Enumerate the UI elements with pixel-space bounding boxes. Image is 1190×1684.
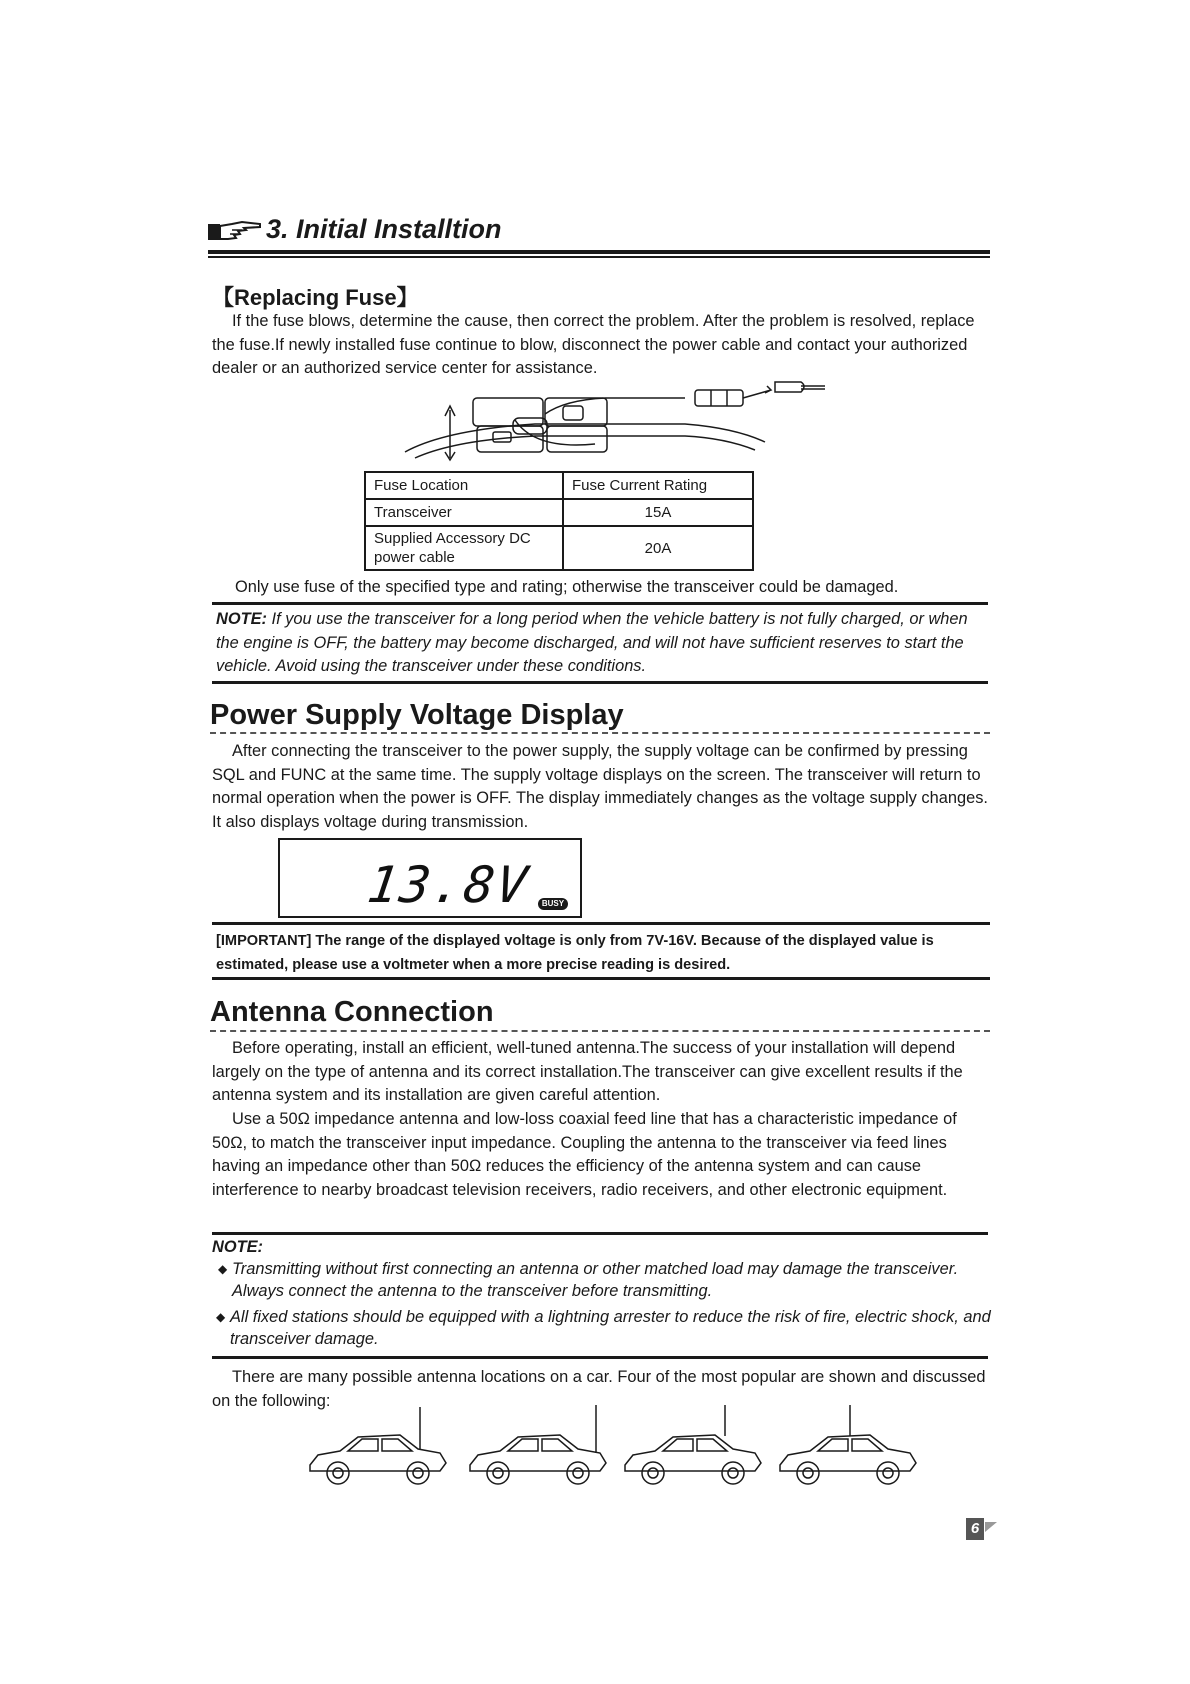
note2-bullet-text: Transmitting without first connecting an antenna or other matched load may damage the transceiver. Always connect the antenna to the transceiver before transmitting.: [232, 1260, 959, 1300]
fuse-holder-illustration: [395, 380, 835, 462]
car-icon: [470, 1405, 606, 1484]
important-rule-bottom: [212, 977, 990, 980]
note-rule-bottom: [212, 681, 988, 684]
replacing-fuse-heading: 【Replacing Fuse】: [212, 285, 419, 310]
note2-heading: NOTE:: [212, 1238, 263, 1256]
note2-rule-bottom: [212, 1356, 988, 1359]
note-rule-top: [212, 602, 988, 605]
fuse-location-cell: Supplied Accessory DC power cable: [365, 526, 563, 570]
power-supply-text: After connecting the transceiver to the power supply, the supply voltage can be confirmed by pressing SQL and FUNC at the same time. The supply voltage displays on the screen. The transceiver will return to normal operation when the power is OFF. The display immediately changes as the voltage supply changes. It also displays voltage during transmission.: [212, 742, 988, 831]
header-rule-thin: [208, 256, 990, 258]
antenna-paragraph-1: [212, 1037, 992, 1108]
section-divider: [210, 732, 990, 734]
bullet-diamond-icon: ◆: [216, 1310, 226, 1324]
table-row: [365, 499, 753, 526]
note2-rule-top: [212, 1232, 988, 1235]
bullet-diamond-icon: ◆: [218, 1262, 228, 1276]
fuse-location-cell: Transceiver: [365, 499, 563, 526]
antenna-text-2: Use a 50Ω impedance antenna and low-loss coaxial feed line that has a characteristic impedance of 50Ω, to match the transceiver input impedance. Coupling the antenna to the transceiver via feed lines having an impedance other than 50Ω reduces the efficiency of the antenna system and can cause interference to nearby broadcast television receivers, radio receivers, and other electronic equipment.: [212, 1110, 957, 1199]
fuse-caution-text: Only use fuse of the specified type and rating; otherwise the transceiver could be damaged.: [235, 578, 899, 596]
note-label: NOTE:: [216, 610, 267, 628]
car-icon: [625, 1405, 761, 1484]
page-corner-triangle-icon: [985, 1522, 997, 1532]
note-box: [216, 608, 992, 679]
replacing-fuse-text: If the fuse blows, determine the cause, then correct the problem. After the problem is resolved, replace the fuse.If newly installed fuse continue to blow, disconnect the power cable and contact your authorized dealer or an authorized service center for assistance.: [212, 312, 975, 377]
antenna-paragraph-2: [212, 1108, 992, 1202]
fuse-rating-cell: 20A: [563, 526, 753, 570]
fuse-rating-cell: 15A: [563, 499, 753, 526]
fuse-table-header-location: Fuse Location: [365, 472, 563, 499]
lcd-voltage-readout: 13.8V: [363, 856, 533, 914]
antenna-text-1: Before operating, install an efficient, well-tuned antenna.The success of your installation will depend largely on the type of antenna and its correct installation.The transceiver can give excellent results if the antenna system and its installation are given careful attention.: [212, 1039, 963, 1104]
antenna-heading: Antenna Connection: [210, 996, 494, 1028]
header-rule: [208, 250, 990, 254]
fuse-table-header-row: [365, 472, 753, 499]
page-number: 6: [966, 1518, 984, 1540]
note2-bullet: [218, 1258, 992, 1302]
important-rule-top: [212, 922, 990, 925]
note2-bullet-text: All fixed stations should be equipped with a lightning arrester to reduce the risk of fire, electric shock, and transceiver damage.: [230, 1308, 991, 1348]
antenna-locations-text: There are many possible antenna locations on a car. Four of the most popular are shown and discussed on the following:: [212, 1368, 986, 1410]
pointing-hand-icon: [208, 218, 262, 244]
note2-bullet: [216, 1306, 992, 1350]
power-supply-heading: Power Supply Voltage Display: [210, 699, 624, 731]
table-row: [365, 526, 753, 570]
important-notice: [IMPORTANT] The range of the displayed voltage is only from 7V-16V. Because of the displayed value is estimated, please use a voltmeter when a more precise reading is desired.: [216, 933, 934, 973]
car-icon: [780, 1405, 916, 1484]
car-antenna-locations-illustration: [300, 1405, 940, 1495]
section-divider: [210, 1030, 990, 1032]
replacing-fuse-paragraph: [212, 310, 992, 381]
power-supply-paragraph: [212, 740, 992, 834]
page-title: 3. Initial Installtion: [266, 214, 502, 244]
car-icon: [310, 1407, 446, 1484]
busy-indicator: BUSY: [538, 898, 568, 910]
fuse-table-header-rating: Fuse Current Rating: [563, 472, 753, 499]
note-text: If you use the transceiver for a long period when the vehicle battery is not fully charged, or when the engine is OFF, the battery may become discharged, and will not have sufficient reserves to start the vehicle. Avoid using the transceiver under these conditions.: [216, 610, 968, 675]
fuse-rating-table: [364, 471, 754, 571]
